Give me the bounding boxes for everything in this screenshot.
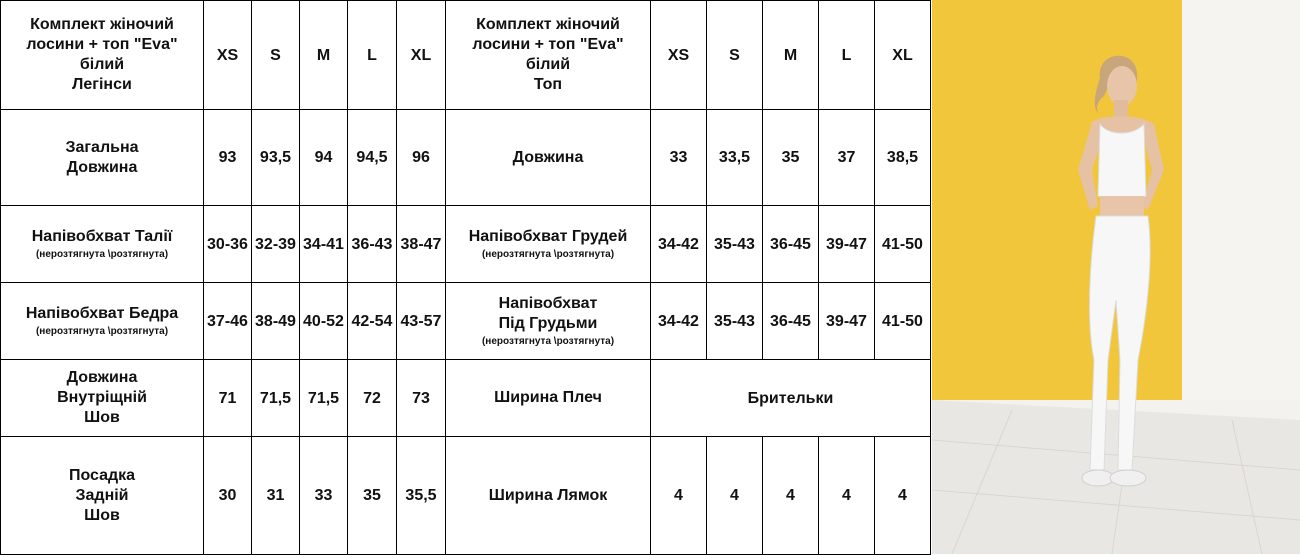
value-cell: 93,5	[252, 110, 300, 206]
top-title-line: Комплект жіночий	[476, 16, 620, 33]
row-label-line: Довжина	[66, 369, 138, 386]
row-label	[1, 206, 204, 283]
value-cell: 34-42	[651, 283, 707, 360]
row-sublabel: (нерозтягнута \розтягнута)	[481, 249, 615, 260]
top-size-header: S	[707, 1, 763, 110]
top-title-cell	[446, 1, 651, 110]
model-illustration	[932, 0, 1300, 554]
leggings-size-header: L	[348, 1, 397, 110]
table-row	[1, 110, 931, 206]
header-row	[1, 1, 931, 110]
value-cell: 94,5	[348, 110, 397, 206]
leggings-title-line: білий	[79, 56, 125, 73]
value-cell: 71,5	[252, 360, 300, 437]
leggings-size-header: S	[252, 1, 300, 110]
row-label-line: Під Грудьми	[498, 315, 598, 332]
value-cell: 30-36	[204, 206, 252, 283]
value-cell: 33	[300, 437, 348, 555]
row-label	[446, 360, 651, 437]
value-cell: 39-47	[819, 283, 875, 360]
leggings-size-header: XS	[204, 1, 252, 110]
product-photo	[932, 0, 1300, 554]
row-label-line: Задній	[75, 486, 129, 504]
row-sublabel: (нерозтягнута \розтягнута)	[35, 326, 169, 337]
leggings-size-header: M	[300, 1, 348, 110]
row-label	[446, 206, 651, 283]
value-cell: 94	[300, 110, 348, 206]
top-size-header: XL	[875, 1, 931, 110]
value-cell: 36-45	[763, 283, 819, 360]
value-cell: 38-47	[397, 206, 446, 283]
value-cell: 72	[348, 360, 397, 437]
row-label-line: Напівобхват Бедра	[25, 305, 179, 322]
value-cell: 38-49	[252, 283, 300, 360]
top-size-header: M	[763, 1, 819, 110]
value-cell: 35-43	[707, 283, 763, 360]
value-cell: 31	[252, 437, 300, 555]
row-label	[1, 437, 204, 555]
value-cell: 35,5	[397, 437, 446, 555]
value-cell: 93	[204, 110, 252, 206]
value-cell: 71	[204, 360, 252, 437]
value-cell: 35	[763, 110, 819, 206]
top-title-line: білий	[525, 56, 571, 73]
row-label-line: Напівобхват	[498, 295, 598, 312]
row-sublabel: (нерозтягнута \розтягнута)	[481, 336, 615, 347]
value-cell: 43-57	[397, 283, 446, 360]
leggings-title-line: Комплект жіночий	[30, 16, 174, 33]
row-label	[446, 110, 651, 206]
value-cell: 4	[707, 437, 763, 555]
leggings-title-cell	[1, 1, 204, 110]
row-label-line: Ширина Плеч	[494, 389, 602, 406]
value-cell: 4	[819, 437, 875, 555]
row-label-line: Напівобхват Талії	[31, 228, 173, 245]
value-cell: 36-45	[763, 206, 819, 283]
merged-value-cell: Брительки	[651, 360, 931, 437]
value-cell: 41-50	[875, 283, 931, 360]
value-cell: 42-54	[348, 283, 397, 360]
value-cell: 4	[651, 437, 707, 555]
value-cell: 33,5	[707, 110, 763, 206]
value-cell: 35-43	[707, 206, 763, 283]
row-label	[1, 360, 204, 437]
value-cell: 38,5	[875, 110, 931, 206]
value-cell: 37	[819, 110, 875, 206]
value-cell: 35	[348, 437, 397, 555]
row-label-line: Довжина	[66, 158, 138, 176]
top-title-line: лосини + топ "Eva"	[472, 36, 624, 53]
value-cell: 4	[875, 437, 931, 555]
top-size-header: XS	[651, 1, 707, 110]
value-cell: 37-46	[204, 283, 252, 360]
value-cell: 41-50	[875, 206, 931, 283]
row-label-line: Шов	[84, 409, 120, 426]
row-label	[1, 110, 204, 206]
row-label-line: Напівобхват Грудей	[468, 228, 628, 245]
table-row	[1, 206, 931, 283]
table-row	[1, 360, 931, 437]
value-cell: 30	[204, 437, 252, 555]
row-label-line: Посадка	[68, 466, 136, 484]
row-sublabel: (нерозтягнута \розтягнута)	[35, 249, 169, 260]
value-cell: 73	[397, 360, 446, 437]
table-row	[1, 437, 931, 555]
row-label-line: Шов	[84, 506, 120, 524]
value-cell: 32-39	[252, 206, 300, 283]
top-title-line: Топ	[533, 76, 563, 93]
leggings-title-line: лосини + топ "Eva"	[26, 36, 178, 53]
leggings-title-line: Легінси	[72, 76, 132, 93]
row-label-line: Внутріщній	[57, 389, 147, 406]
row-label-line: Ширина Лямок	[488, 486, 608, 504]
value-cell: 39-47	[819, 206, 875, 283]
value-cell: 71,5	[300, 360, 348, 437]
value-cell: 40-52	[300, 283, 348, 360]
row-label	[446, 437, 651, 555]
value-cell: 34-42	[651, 206, 707, 283]
value-cell: 34-41	[300, 206, 348, 283]
value-cell: 33	[651, 110, 707, 206]
value-cell: 96	[397, 110, 446, 206]
value-cell: 4	[763, 437, 819, 555]
top-size-header: L	[819, 1, 875, 110]
row-label-line: Загальна	[65, 138, 139, 156]
leggings-size-header: XL	[397, 1, 446, 110]
table-row	[1, 283, 931, 360]
value-cell: 36-43	[348, 206, 397, 283]
row-label	[1, 283, 204, 360]
row-label-line: Довжина	[512, 148, 584, 166]
row-label	[446, 283, 651, 360]
